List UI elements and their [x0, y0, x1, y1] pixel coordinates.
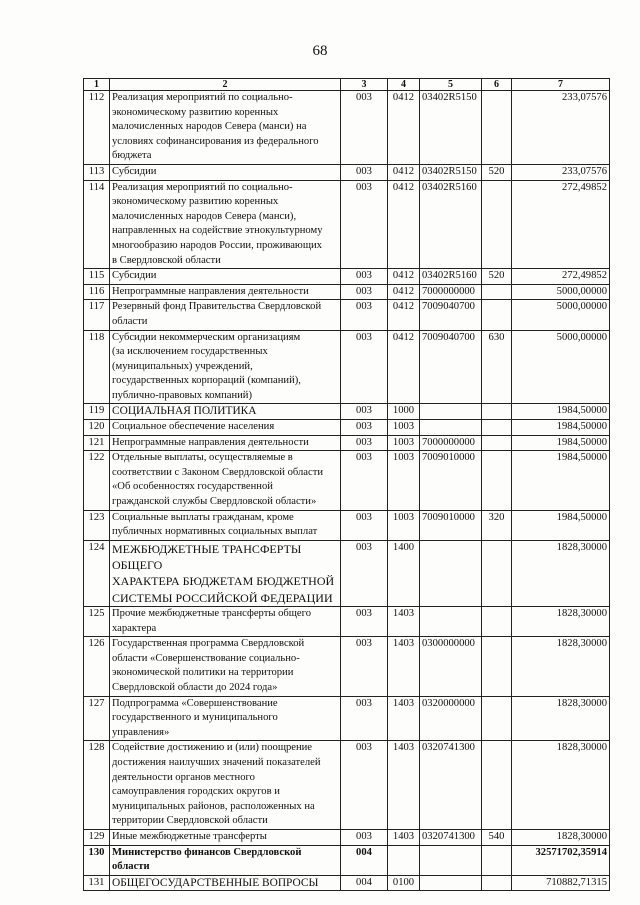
expense-type-code: [482, 404, 512, 420]
amount-value: 1984,50000: [512, 404, 610, 420]
ministry-code: 003: [341, 435, 388, 451]
ministry-code: 003: [341, 420, 388, 436]
row-number: 130: [84, 845, 110, 875]
description-line: Непрограммные направления деятельности: [112, 285, 309, 297]
target-article-code: 7009040700: [420, 300, 482, 330]
description-line: Субсидии некоммерческим организациям: [112, 331, 301, 343]
description-line: соответствии с Законом Свердловской области: [112, 466, 324, 478]
ministry-code: 003: [341, 269, 388, 285]
expense-type-code: [482, 741, 512, 830]
ministry-code: 003: [341, 91, 388, 165]
expense-type-code: [482, 91, 512, 165]
table-row: [84, 696, 610, 741]
description-line: в Свердловской области: [112, 254, 221, 266]
target-article-code: 7009040700: [420, 330, 482, 404]
description-line: многообразию народов России, проживающих: [112, 239, 322, 251]
table-row: [84, 300, 610, 330]
description-line: Иные межбюджетные трансферты: [112, 830, 267, 842]
target-article-code: 0320741300: [420, 741, 482, 830]
expense-type-code: 540: [482, 829, 512, 845]
header-col-1: 1: [84, 79, 110, 91]
description-line: Социальное обеспечение населения: [112, 421, 275, 433]
table-row: [84, 607, 610, 637]
description-line: публичных нормативных социальных выплат: [112, 526, 318, 538]
target-article-code: [420, 875, 482, 891]
header-col-2: 2: [110, 79, 341, 91]
table-row: [84, 164, 610, 180]
row-number: 124: [84, 540, 110, 606]
section-code: 1403: [388, 696, 420, 741]
section-code: 1003: [388, 435, 420, 451]
header-col-3: 3: [341, 79, 388, 91]
section-code: 1003: [388, 451, 420, 510]
row-number: 121: [84, 435, 110, 451]
description-line: экономическому развитию коренных: [112, 196, 279, 208]
row-description: [110, 91, 341, 165]
amount-value: 272,49852: [512, 269, 610, 285]
row-number: 126: [84, 637, 110, 696]
table-row: [84, 741, 610, 830]
amount-value: 1984,50000: [512, 510, 610, 540]
target-article-code: [420, 845, 482, 875]
row-number: 122: [84, 451, 110, 510]
description-line: публично-правовых компаний): [112, 389, 253, 401]
amount-value: 233,07576: [512, 164, 610, 180]
amount-value: 1828,30000: [512, 741, 610, 830]
row-description: [110, 696, 341, 741]
target-article-code: [420, 404, 482, 420]
target-article-code: 03402R5160: [420, 180, 482, 269]
target-article-code: 0320000000: [420, 696, 482, 741]
section-code: 1000: [388, 404, 420, 420]
expense-type-code: [482, 420, 512, 436]
table-body: [84, 91, 610, 891]
table-row: [84, 540, 610, 606]
section-code: 0412: [388, 284, 420, 300]
row-number: 114: [84, 180, 110, 269]
row-number: 113: [84, 164, 110, 180]
ministry-code: 003: [341, 284, 388, 300]
ministry-code: 003: [341, 164, 388, 180]
row-number: 112: [84, 91, 110, 165]
row-number: 117: [84, 300, 110, 330]
description-line: СОЦИАЛЬНАЯ ПОЛИТИКА: [112, 405, 257, 418]
description-line: ОБЩЕГОСУДАРСТВЕННЫЕ ВОПРОСЫ: [112, 876, 319, 889]
description-line: Реализация мероприятий по социально-: [112, 92, 293, 103]
expense-type-code: [482, 607, 512, 637]
expense-type-code: [482, 451, 512, 510]
row-number: 116: [84, 284, 110, 300]
expense-type-code: [482, 435, 512, 451]
section-code: 0412: [388, 91, 420, 165]
section-code: 0412: [388, 164, 420, 180]
row-description: [110, 300, 341, 330]
row-description: [110, 404, 341, 420]
ministry-code: 003: [341, 637, 388, 696]
row-description: [110, 845, 341, 875]
row-description: [110, 829, 341, 845]
expense-type-code: 520: [482, 269, 512, 285]
row-number: 123: [84, 510, 110, 540]
description-line: государственного и муниципального: [112, 712, 278, 724]
amount-value: 1984,50000: [512, 451, 610, 510]
table-row: [84, 829, 610, 845]
description-line: Субсидии: [112, 270, 157, 282]
ministry-code: 003: [341, 696, 388, 741]
target-article-code: 7000000000: [420, 435, 482, 451]
expense-type-code: [482, 284, 512, 300]
expense-type-code: [482, 875, 512, 891]
section-code: 1403: [388, 637, 420, 696]
description-line: Государственная программа Свердловской: [112, 638, 305, 650]
expense-type-code: [482, 300, 512, 330]
description-line: условиях софинансирования из федерального: [112, 135, 319, 147]
description-line: Прочие межбюджетные трансферты общего: [112, 608, 312, 619]
table-row: [84, 420, 610, 436]
description-line: малочисленных народов Севера (манси),: [112, 210, 297, 222]
description-line: Содействие достижению и (или) поощрение: [112, 742, 313, 754]
target-article-code: 7000000000: [420, 284, 482, 300]
description-line: государственных корпораций (компаний),: [112, 375, 301, 387]
description-line: области «Совершенствование социально-: [112, 652, 300, 664]
ministry-code: 003: [341, 451, 388, 510]
row-number: 127: [84, 696, 110, 741]
description-line: направленных на содействие этнокультурному: [112, 225, 323, 237]
amount-value: 1828,30000: [512, 696, 610, 741]
section-code: 1403: [388, 741, 420, 830]
section-code: 1403: [388, 829, 420, 845]
target-article-code: 03402R5150: [420, 91, 482, 165]
expense-type-code: [482, 845, 512, 875]
ministry-code: 003: [341, 300, 388, 330]
description-line: Непрограммные направления деятельности: [112, 436, 309, 448]
description-line: бюджета: [112, 150, 152, 162]
description-line: Реализация мероприятий по социально-: [112, 181, 293, 193]
header-col-6: 6: [482, 79, 512, 91]
description-line: Субсидии: [112, 165, 157, 177]
ministry-code: 004: [341, 845, 388, 875]
section-code: 0412: [388, 330, 420, 404]
row-description: [110, 510, 341, 540]
table-row: [84, 875, 610, 891]
description-line: СИСТЕМЫ РОССИЙСКОЙ ФЕДЕРАЦИИ: [112, 590, 333, 605]
description-line: характера: [112, 622, 157, 634]
description-line: экономической политики на территории: [112, 667, 294, 679]
description-line: самоуправления городских округов и: [112, 786, 280, 798]
ministry-code: 004: [341, 875, 388, 891]
ministry-code: 003: [341, 829, 388, 845]
description-line: области: [112, 861, 150, 873]
table-row: [84, 451, 610, 510]
section-code: 1003: [388, 420, 420, 436]
description-line: (муниципальных) учреждений,: [112, 360, 253, 372]
section-code: 0100: [388, 875, 420, 891]
table-row: [84, 435, 610, 451]
page-number: 68: [312, 43, 328, 59]
row-number: 125: [84, 607, 110, 637]
section-code: 1003: [388, 510, 420, 540]
row-description: [110, 284, 341, 300]
row-number: 115: [84, 269, 110, 285]
section-code: [388, 845, 420, 875]
amount-value: 5000,00000: [512, 330, 610, 404]
row-number: 120: [84, 420, 110, 436]
header-col-7: 7: [512, 79, 610, 91]
target-article-code: 0320741300: [420, 829, 482, 845]
description-line: МЕЖБЮДЖЕТНЫЕ ТРАНСФЕРТЫ ОБЩЕГО: [112, 541, 302, 573]
row-description: [110, 420, 341, 436]
header-col-4: 4: [388, 79, 420, 91]
amount-value: 1984,50000: [512, 420, 610, 436]
ministry-code: 003: [341, 404, 388, 420]
amount-value: 1828,30000: [512, 540, 610, 606]
expense-type-code: [482, 180, 512, 269]
description-line: Социальные выплаты гражданам, кроме: [112, 511, 294, 523]
target-article-code: 7009010000: [420, 451, 482, 510]
target-article-code: 0300000000: [420, 637, 482, 696]
target-article-code: [420, 540, 482, 606]
description-line: «Об особенностях государственной: [112, 481, 273, 493]
description-line: Свердловской области до 2024 года»: [112, 681, 278, 693]
section-code: 0412: [388, 269, 420, 285]
description-line: достижения наилучших значений показателей: [112, 756, 321, 768]
description-line: Резервный фонд Правительства Свердловской: [112, 301, 322, 313]
row-number: 129: [84, 829, 110, 845]
ministry-code: 003: [341, 741, 388, 830]
table-row: [84, 269, 610, 285]
expense-type-code: 520: [482, 164, 512, 180]
amount-value: 32571702,35914: [512, 845, 610, 875]
description-line: Подпрограмма «Совершенствование: [112, 697, 278, 709]
amount-value: 5000,00000: [512, 300, 610, 330]
ministry-code: 003: [341, 510, 388, 540]
expense-type-code: [482, 637, 512, 696]
table-row: [84, 91, 610, 165]
amount-value: 233,07576: [512, 91, 610, 165]
row-description: [110, 607, 341, 637]
section-code: 0412: [388, 300, 420, 330]
row-description: [110, 330, 341, 404]
expense-type-code: [482, 696, 512, 741]
target-article-code: [420, 607, 482, 637]
row-number: 131: [84, 875, 110, 891]
description-line: деятельности органов местного: [112, 771, 255, 783]
description-line: ХАРАКТЕРА БЮДЖЕТАМ БЮДЖЕТНОЙ: [112, 574, 335, 589]
table-row: [84, 330, 610, 404]
table-row: [84, 404, 610, 420]
amount-value: 1828,30000: [512, 607, 610, 637]
amount-value: 1828,30000: [512, 829, 610, 845]
amount-value: 1984,50000: [512, 435, 610, 451]
section-code: 0412: [388, 180, 420, 269]
section-code: 1403: [388, 607, 420, 637]
row-description: [110, 540, 341, 606]
ministry-code: 003: [341, 330, 388, 404]
header-col-5: 5: [420, 79, 482, 91]
row-number: 118: [84, 330, 110, 404]
expense-type-code: 630: [482, 330, 512, 404]
description-line: гражданской службы Свердловской области»: [112, 496, 317, 508]
table-row: [84, 845, 610, 875]
expense-type-code: 320: [482, 510, 512, 540]
row-number: 128: [84, 741, 110, 830]
description-line: Министерство финансов Свердловской: [112, 846, 302, 858]
description-line: управления»: [112, 726, 170, 738]
header-row: [84, 79, 610, 91]
row-description: [110, 741, 341, 830]
section-code: 1400: [388, 540, 420, 606]
table-row: [84, 180, 610, 269]
row-description: [110, 435, 341, 451]
target-article-code: 03402R5150: [420, 164, 482, 180]
row-description: [110, 875, 341, 891]
amount-value: 1828,30000: [512, 637, 610, 696]
budget-table: [83, 78, 610, 891]
table-row: [84, 284, 610, 300]
row-description: [110, 164, 341, 180]
row-description: [110, 269, 341, 285]
target-article-code: 03402R5160: [420, 269, 482, 285]
ministry-code: 003: [341, 540, 388, 606]
row-description: [110, 180, 341, 269]
description-line: Отдельные выплаты, осуществляемые в: [112, 452, 293, 464]
ministry-code: 003: [341, 607, 388, 637]
amount-value: 272,49852: [512, 180, 610, 269]
description-line: малочисленных народов Севера (манси) на: [112, 121, 307, 133]
table-row: [84, 637, 610, 696]
row-number: 119: [84, 404, 110, 420]
description-line: области: [112, 315, 148, 327]
description-line: (за исключением государственных: [112, 346, 268, 358]
row-description: [110, 451, 341, 510]
row-description: [110, 637, 341, 696]
amount-value: 5000,00000: [512, 284, 610, 300]
description-line: экономическому развитию коренных: [112, 106, 279, 118]
target-article-code: 7009010000: [420, 510, 482, 540]
description-line: муниципальных районов, расположенных на: [112, 800, 315, 812]
description-line: территории Свердловской области: [112, 815, 268, 827]
table-row: [84, 510, 610, 540]
amount-value: 710882,71315: [512, 875, 610, 891]
ministry-code: 003: [341, 180, 388, 269]
target-article-code: [420, 420, 482, 436]
expense-type-code: [482, 540, 512, 606]
